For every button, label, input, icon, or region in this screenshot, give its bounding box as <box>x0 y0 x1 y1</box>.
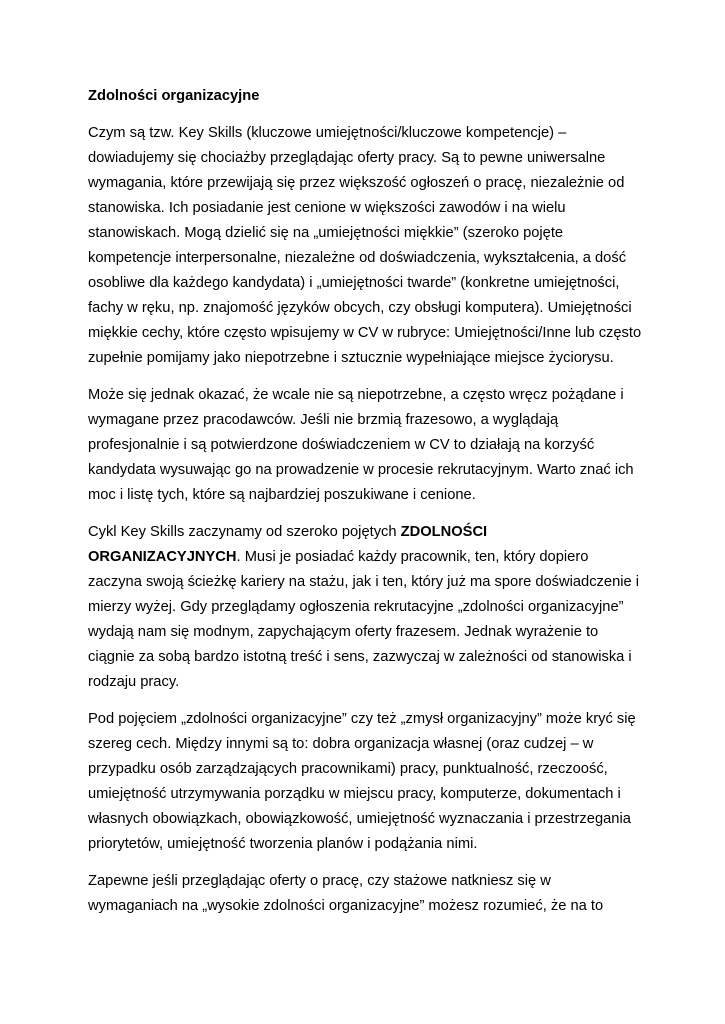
paragraph-key-skills-intro: Czym są tzw. Key Skills (kluczowe umiejętności/kluczowe kompetencje) – dowiadujemy się chociażby przeglądając oferty pracy. Są to pewne uniwersalne wymagania, które przewijają się przez większość ogłoszeń o pracę, niezależnie od stanowiska. Ich posiadanie jest cenione w większości zawodów i na wielu stanowiskach. Mogą dzielić się na „umiejętności miękkie” (szeroko pojęte kompetencje interpersonalne, niezależne od doświadczenia, wykształcenia, a dość osobliwe dla każdego kandydata) i „umiejętności twarde” (konkretne umiejętności, fachy w ręku, np. znajomość języków obcych, czy obsługi komputera). Umiejętności miękkie cechy, które często wpisujemy w CV w rubryce: Umiejętności/Inne lub często zupełnie pomijamy jako niepotrzebne i sztucznie wypełniające miejsce życiorysu. <box>88 125 642 366</box>
paragraph-text-after-bold: . Musi je posiadać każdy pracownik, ten, który dopiero zaczyna swoją ścieżkę kariery na stażu, jak i ten, który już ma spore doświadczenie i mierzy wyżej. Gdy przeglądamy ogłoszenia rekrutacyjne „zdolności organizacyjne” wydają nam się modnym, zapychającym oferty frazesem. Jednak wyrażenie to ciągnie za sobą bardzo istotną treść i sens, zazwyczaj w zależności od stanowiska i rodzaju pracy. <box>88 549 640 690</box>
paragraph-job-offers: Zapewne jeśli przeglądając oferty o pracę, czy stażowe natkniesz się w wymaganiach na „wysokie zdolności organizacyjne” możesz rozumieć, że na to <box>88 873 604 914</box>
paragraph-traits-list: Pod pojęciem „zdolności organizacyjne” czy też „zmysł organizacyjny” może kryć się szereg cech. Między innymi są to: dobra organizacja własnej (oraz cudzej – w przypadku osób zarządzających pracownikami) pracy, punktualność, rzeczoość, umiejętność utrzymywania porządku w miejscu pracy, komputerze, dokumentach i własnych obowiązkach, obowiązkowość, umiejętność wyznaczania i przestrzegania priorytetów, umiejętność tworzenia planów i podążania nimi. <box>88 711 636 852</box>
paragraph-text-before-bold: Cykl Key Skills zaczynamy od szeroko pojętych <box>88 524 401 540</box>
document-title: Zdolności organizacyjne <box>88 88 260 104</box>
bold-keyword: ZDOLNOŚCI ORGANIZACYJNYCH <box>88 524 488 565</box>
document-page <box>88 86 643 931</box>
paragraph-soft-skills-value: Może się jednak okazać, że wcale nie są niepotrzebne, a często wręcz pożądane i wymagane przez pracodawców. Jeśli nie brzmią frazesowo, a wyglądają profesjonalnie i są potwierdzone doświadczeniem w CV to działają na korzyść kandydata wysuwając go na prowadzenie w procesie rekrutacyjnym. Warto znać ich moc i listę tych, które są najbardziej poszukiwane i cenione. <box>88 387 634 503</box>
paragraph-organizational-skills <box>88 520 643 695</box>
